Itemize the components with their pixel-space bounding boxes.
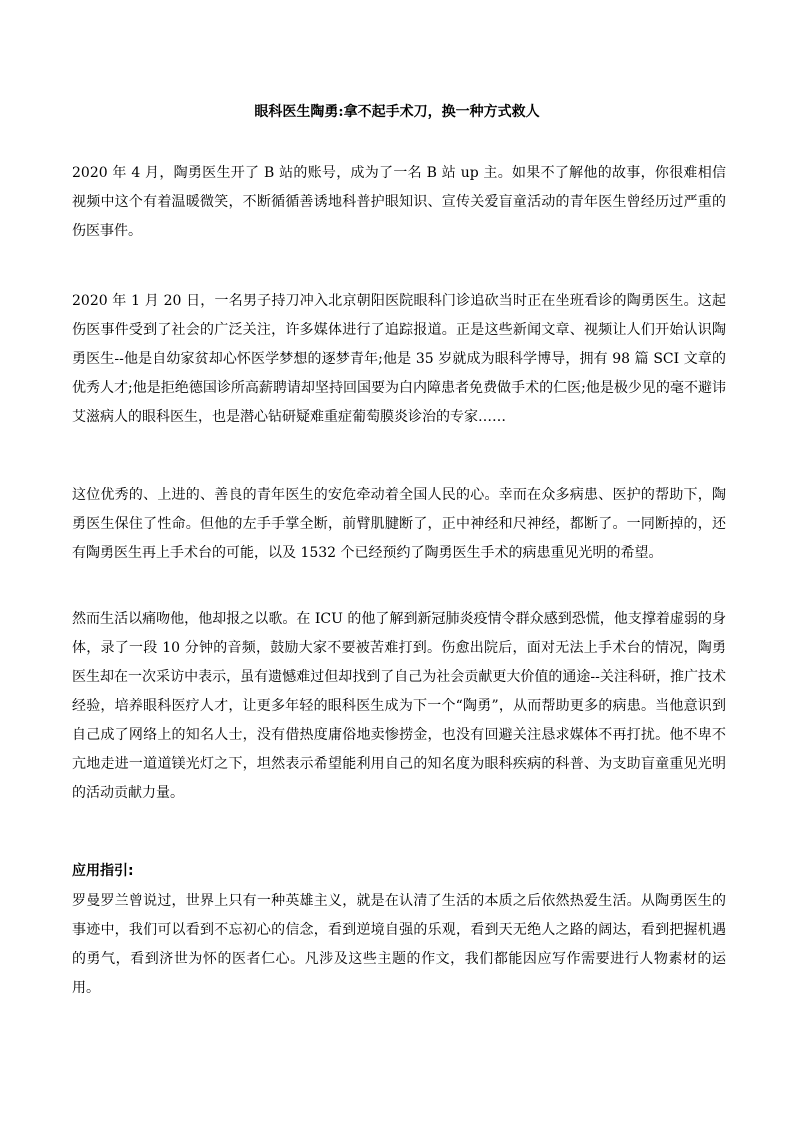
application-heading: 应用指引: bbox=[72, 863, 134, 879]
document-title: 眼科医生陶勇:拿不起手术刀，换一种方式救人 bbox=[254, 104, 540, 120]
paragraph-recovery: 然而生活以痛吻他，他却报之以歌。在 ICU 的他了解到新冠肺炎疫情令群众感到恐慌，他支撑着虚弱的身体，录了一段 10 分钟的音频，鼓励大家不要被苦难打到。伤愈出院后，面对无法上手术台的情况，陶勇医生却在一次采访中表示，虽有遗憾难过但却找到了自己为社会贡献更大价值的通途--关注科研，推广技术经验，培养眼科医疗人才，让更多年轻的眼科医生成为下一个“陶勇”，从而帮助更多的病患。当他意识到自己成了网络上的知名人士，没有借热度庸俗地卖惨捞金，也没有回避关注恳求媒体不再打扰。他不卑不亢地走进一道道镁光灯之下，坦然表示希望能利用自己的知名度为眼科疾病的科普、为支助盲童重见光明的活动贡献力量。 bbox=[72, 611, 726, 801]
application-paragraph: 罗曼罗兰曾说过，世界上只有一种英雄主义，就是在认清了生活的本质之后依然热爱生活。从陶勇医生的事迹中，我们可以看到不忘初心的信念，看到逆境自强的乐观，看到天无绝人之路的阔达，看到把握机遇的勇气，看到济世为怀的医者仁心。凡涉及这些主题的作文，我们都能因应写作需要进行人物素材的运用。 bbox=[72, 893, 726, 996]
paragraph-bilibili: 2020 年 4 月，陶勇医生开了 B 站的账号，成为了一名 B 站 up 主。如果不了解他的故事，你很难相信视频中这个有着温暖微笑，不断循循善诱地科普护眼知识、宣传关爱盲童活动的青年医生曾经历过严重的伤医事件。 bbox=[72, 165, 726, 239]
paragraph-injury: 这位优秀的、上进的、善良的青年医生的安危牵动着全国人民的心。幸而在众多病患、医护的帮助下，陶勇医生保住了性命。但他的左手手掌全断，前臂肌腱断了，正中神经和尺神经，都断了。一同断掉的，还有陶勇医生再上手术台的可能，以及 1532 个已经预约了陶勇医生手术的病患重见光明的希望。 bbox=[72, 487, 726, 561]
paragraph-incident: 2020 年 1 月 20 日，一名男子持刀冲入北京朝阳医院眼科门诊追砍当时正在坐班看诊的陶勇医生。这起伤医事件受到了社会的广泛关注，许多媒体进行了追踪报道。正是这些新闻文章、视频让人们开始认识陶勇医生--他是自幼家贫却心怀医学梦想的逐梦青年;他是 35 岁就成为眼科学博导，拥有 98 篇 SCI 文章的优秀人才;他是拒绝德国诊所高薪聘请却坚持回国要为白内障患者免费做手术的仁医;他是极少见的毫不避讳艾滋病人的眼科医生，也是潜心钻研疑难重症葡萄膜炎诊治的专家…… bbox=[72, 293, 726, 425]
